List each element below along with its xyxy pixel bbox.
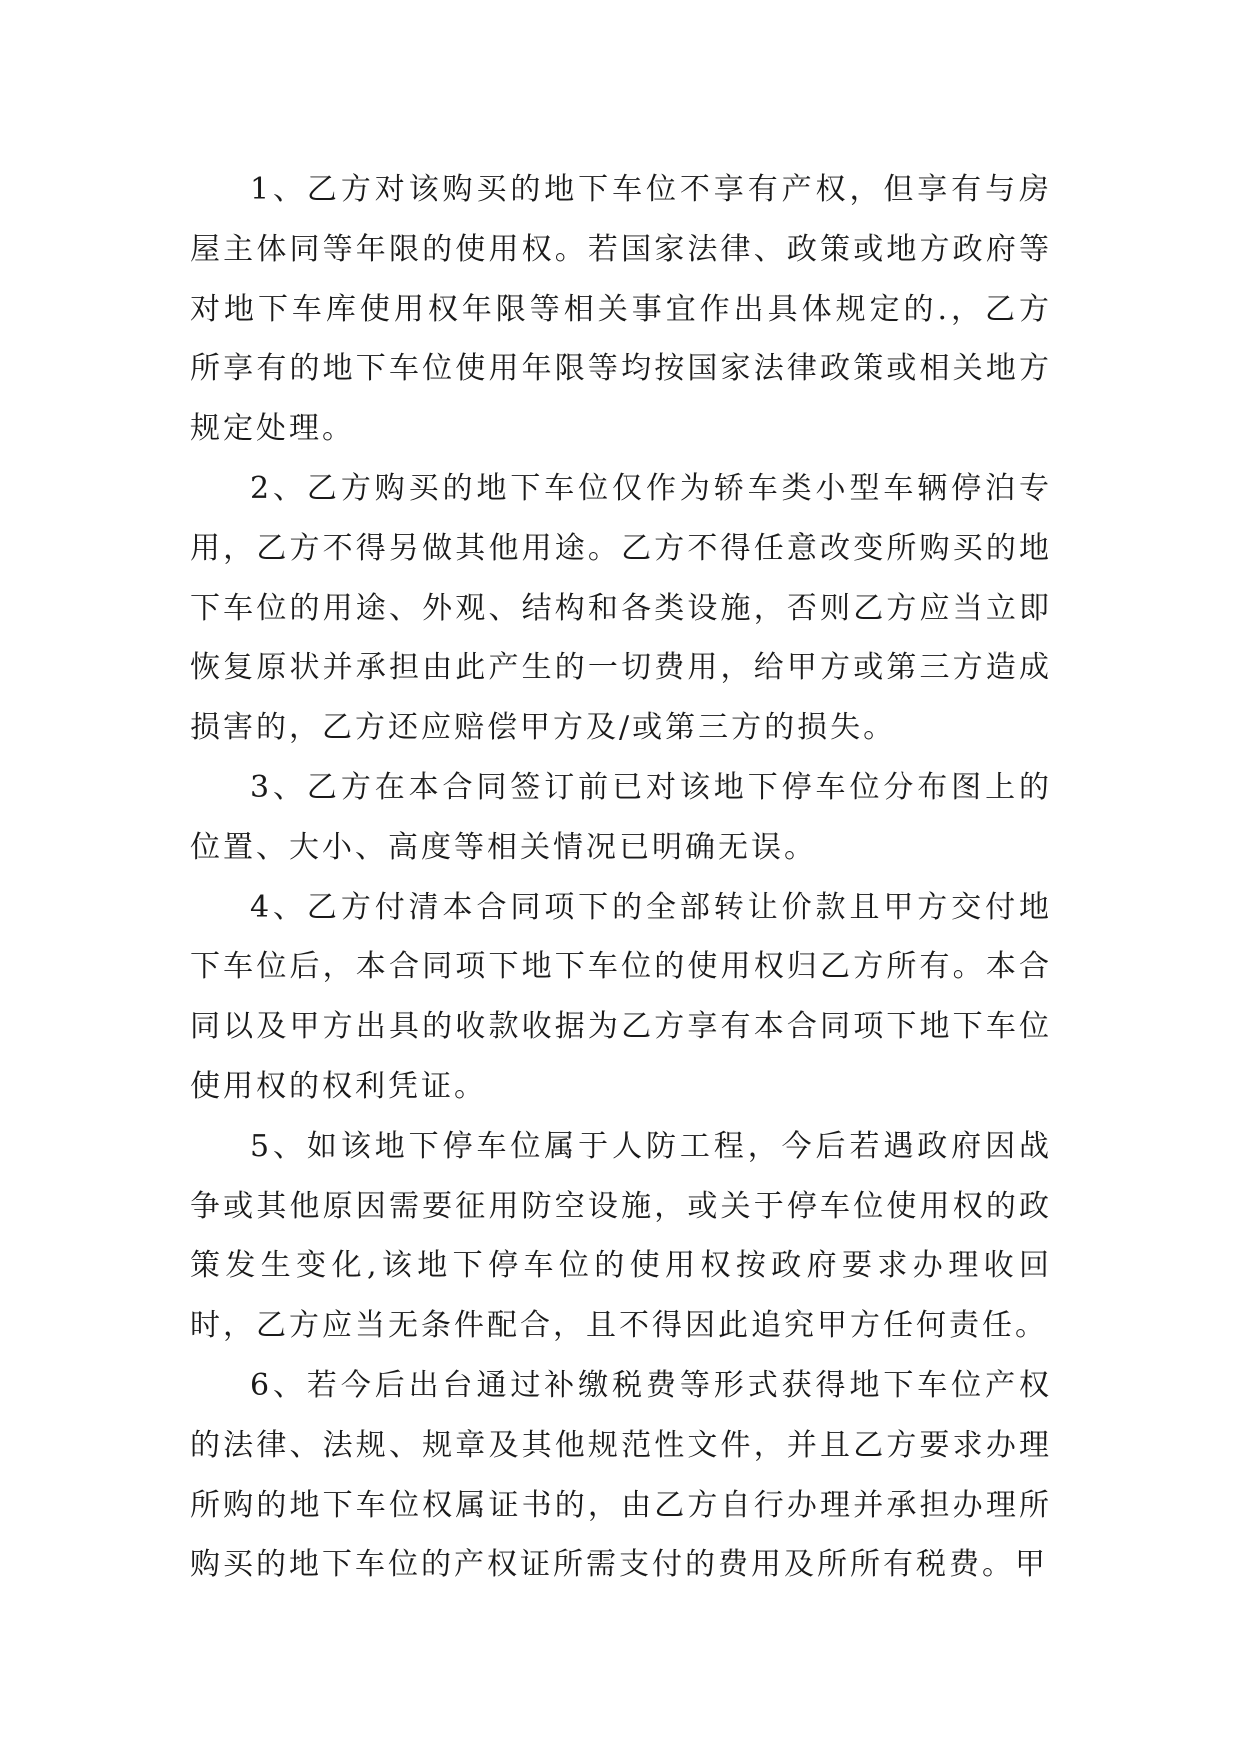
- clause-1: 1、乙方对该购买的地下车位不享有产权，但享有与房屋主体同等年限的使用权。若国家法律、政策或地方政府等对地下车库使用权年限等相关事宜作出具体规定的.，乙方所享有的地下车位使用年限等均按国家法律政策或相关地方规定处理。: [190, 172, 1052, 447]
- clause-5: 5、如该地下停车位属于人防工程，今后若遇政府因战争或其他原因需要征用防空设施，或关于停车位使用权的政策发生变化,该地下停车位的使用权按政府要求办理收回时，乙方应当无条件配合，且不得因此追究甲方任何责任。: [190, 1128, 1052, 1344]
- contract-body: [190, 160, 1052, 1595]
- clause-3: 3、乙方在本合同签订前已对该地下停车位分布图上的位置、大小、高度等相关情况已明确无误。: [190, 769, 1052, 865]
- clause-4: 4、乙方付清本合同项下的全部转让价款且甲方交付地下车位后，本合同项下地下车位的使用权归乙方所有。本合同以及甲方出具的收款收据为乙方享有本合同项下地下车位使用权的权利凭证。: [190, 889, 1052, 1104]
- clause-2: 2、乙方购买的地下车位仅作为轿车类小型车辆停泊专用，乙方不得另做其他用途。乙方不得任意改变所购买的地下车位的用途、外观、结构和各类设施，否则乙方应当立即恢复原状并承担由此产生的一切费用，给甲方或第三方造成损害的，乙方还应赔偿甲方及/或第三方的损失。: [190, 470, 1052, 746]
- clause-6: 6、若今后出台通过补缴税费等形式获得地下车位产权的法律、法规、规章及其他规范性文件，并且乙方要求办理所购的地下车位权属证书的，由乙方自行办理并承担办理所购买的地下车位的产权证所需支付的费用及所所有税费。甲: [190, 1367, 1052, 1583]
